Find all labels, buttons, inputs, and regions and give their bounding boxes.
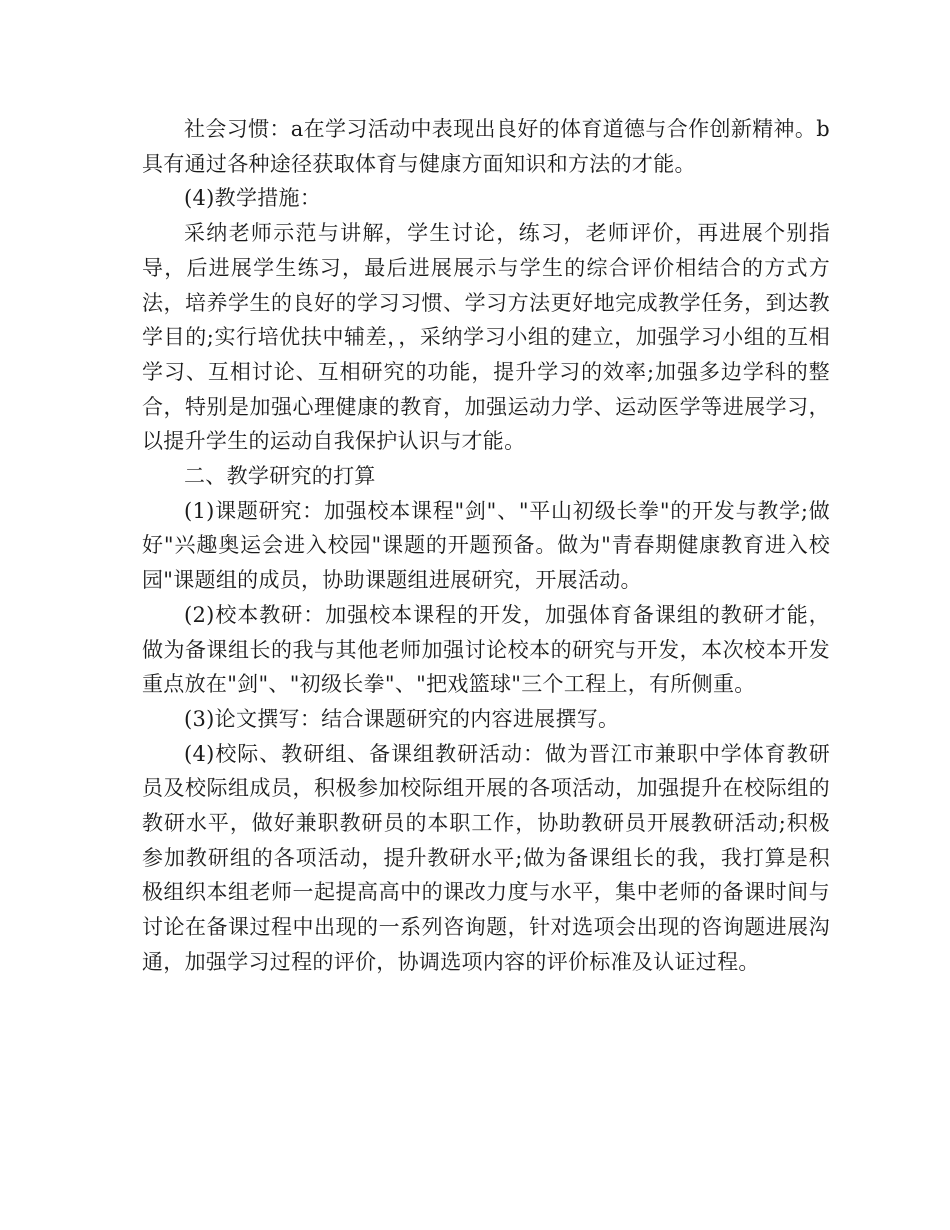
paragraph-topic-research: (1)课题研究：加强校本课程"剑"、"平山初级长拳"的开发与教学;做好"兴趣奥运会进入校园"课题的开题预备。做为"青春期健康教育进入校园"课题组的成员，协助课题组进展研究，开展活动。	[142, 498, 830, 593]
heading-teaching-measures: (4)教学措施：	[184, 186, 322, 211]
paragraph-social-habits: 社会习惯：a在学习活动中表现出良好的体育道德与合作创新精神。b具有通过各种途径获取体育与健康方面知识和方法的才能。	[142, 117, 830, 176]
paragraph-school-research: (2)校本教研：加强校本课程的开发，加强体育备课组的教研才能，做为备课组长的我与其他老师加强讨论校本的研究与开发，本次校本开发重点放在"剑"、"初级长拳"、"把戏篮球"三个工程上，有所侧重。	[142, 602, 830, 697]
document-page	[142, 112, 830, 980]
paragraph-paper-writing: (3)论文撰写：结合课题研究的内容进展撰写。	[184, 706, 620, 731]
paragraph-research-activities: (4)校际、教研组、备课组教研活动：做为晋江市兼职中学体育教研员及校际组成员，积极参加校际组开展的各项活动，加强提升在校际组的教研水平，做好兼职教研员的本职工作，协助教研员开展教研活动;积极参加教研组的各项活动，提升教研水平;做为备课组长的我，我打算是积极组织本组老师一起提高高中的课改力度与水平，集中老师的备课时间与讨论在备课过程中出现的一系列咨询题，针对选项会出现的咨询题进展沟通，加强学习过程的评价，协调选项内容的评价标准及认证过程。	[142, 741, 830, 974]
section-heading-research-plan: 二、教学研究的打算	[184, 464, 376, 489]
paragraph-teaching-measures: 采纳老师示范与讲解，学生讨论，练习，老师评价，再进展个别指导，后进展学生练习，最后进展展示与学生的综合评价相结合的方式方法，培养学生的良好的学习习惯、学习方法更好地完成教学任务，到达教学目的;实行培优扶中辅差，，采纳学习小组的建立，加强学习小组的互相学习、互相讨论、互相研究的功能，提升学习的效率;加强多边学科的整合，特别是加强心理健康的教育，加强运动力学、运动医学等进展学习，以提升学生的运动自我保护认识与才能。	[142, 221, 830, 454]
